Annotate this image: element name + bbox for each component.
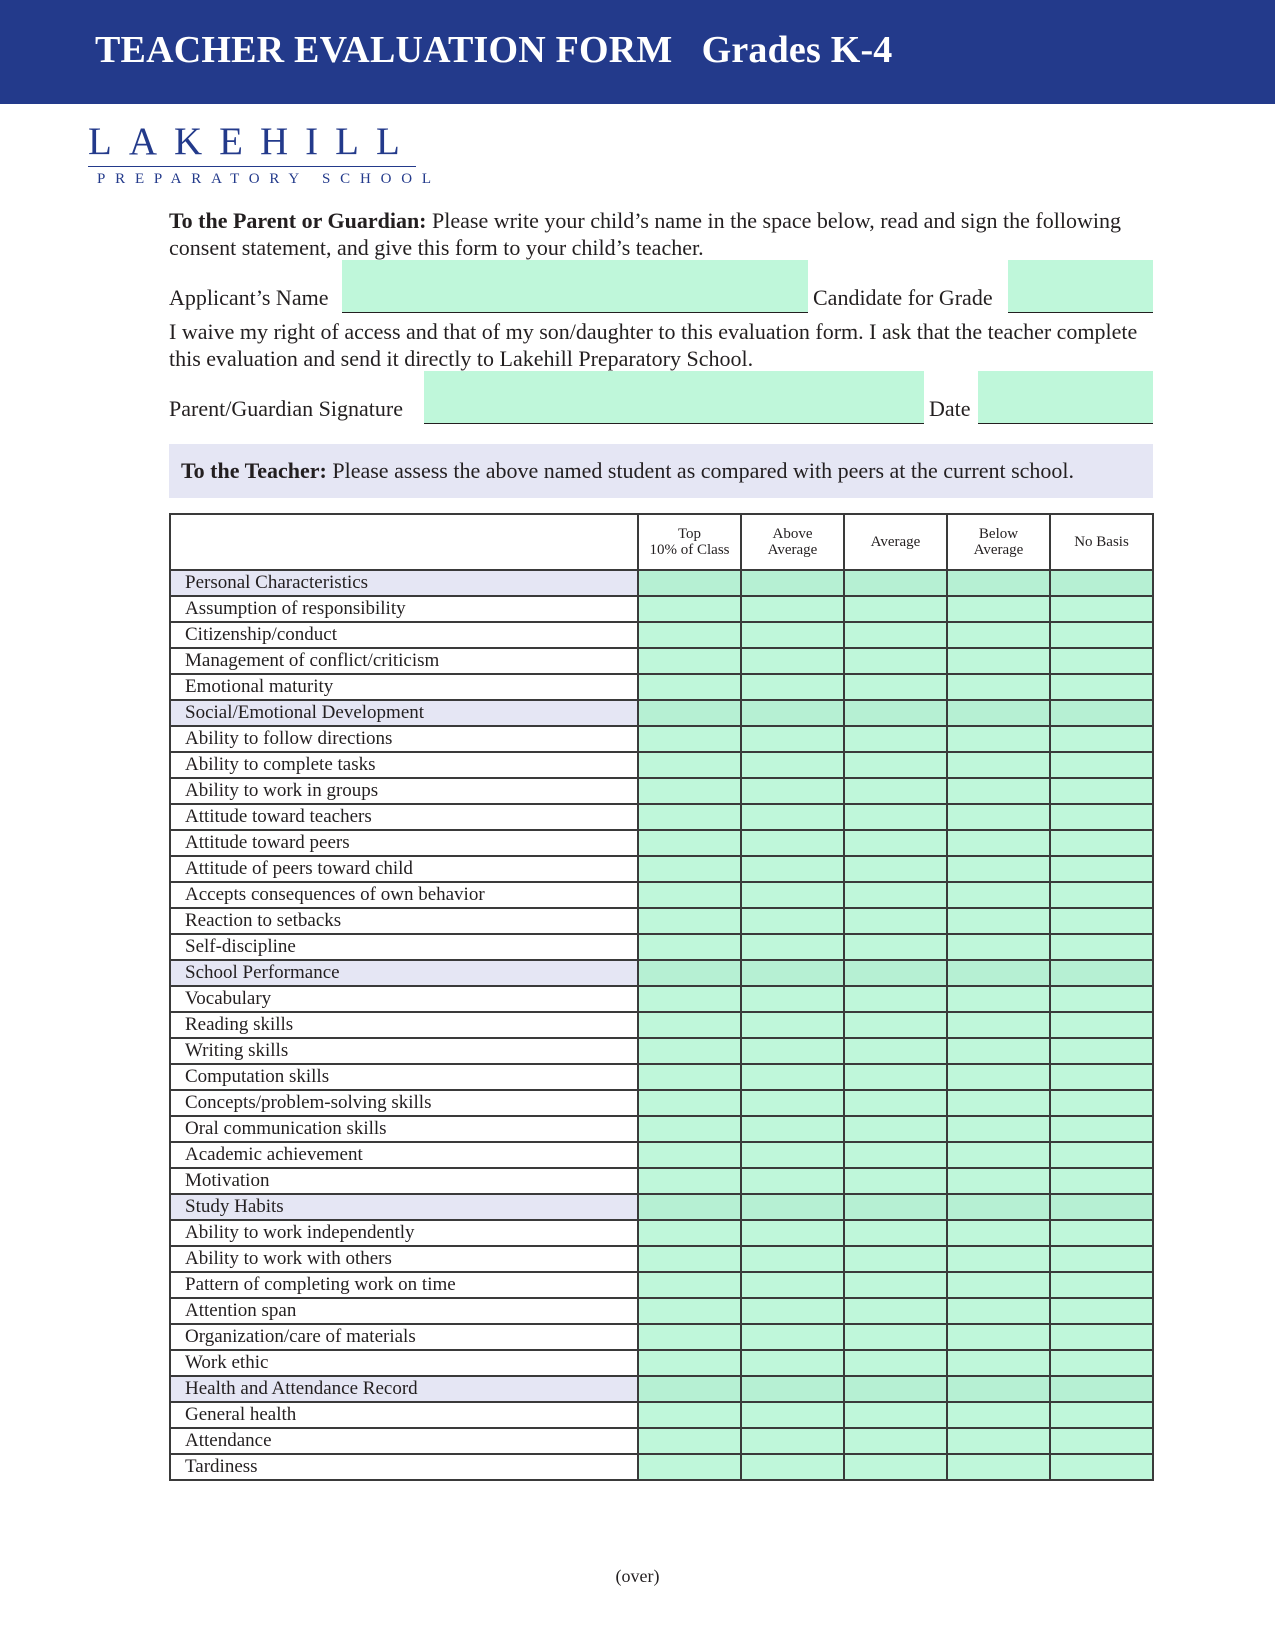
rating-cell[interactable]: [741, 1090, 844, 1116]
rating-cell[interactable]: [844, 830, 947, 856]
table-row: [170, 882, 1153, 908]
teacher-heading: To the Teacher:: [181, 458, 327, 483]
rating-cell: [638, 960, 741, 986]
rating-cell[interactable]: [844, 1090, 947, 1116]
table-row: [170, 1116, 1153, 1142]
table-row: [170, 804, 1153, 830]
rating-cell[interactable]: [741, 1246, 844, 1272]
signature-field[interactable]: [424, 371, 924, 424]
logo-subtitle: PREPARATORY SCHOOL: [97, 171, 441, 187]
rating-cell[interactable]: [947, 1090, 1050, 1116]
rating-cell[interactable]: [1050, 908, 1153, 934]
table-row: [170, 1454, 1153, 1480]
over-note: (over): [615, 1566, 660, 1586]
table-row: [170, 1038, 1153, 1064]
table-row: [170, 1298, 1153, 1324]
rating-cell: [947, 1194, 1050, 1220]
criterion-label: Ability to complete tasks: [170, 752, 638, 778]
criteria-header: [170, 514, 638, 570]
rating-cell[interactable]: [741, 674, 844, 700]
criterion-label: Attention span: [170, 1298, 638, 1324]
rating-cell[interactable]: [947, 882, 1050, 908]
parent-intro-text: Please write your child’s name in the space below, read and sign the following consent statement, and give this form to your child’s teacher.: [169, 208, 1121, 260]
column-header: [844, 514, 947, 570]
column-header-line2: Average: [973, 542, 1024, 558]
rating-cell[interactable]: [1050, 856, 1153, 882]
rating-cell[interactable]: [638, 648, 741, 674]
rating-cell[interactable]: [844, 1142, 947, 1168]
rating-cell: [1050, 960, 1153, 986]
criterion-label: Attitude of peers toward child: [170, 856, 638, 882]
criterion-label: Vocabulary: [170, 986, 638, 1012]
rating-cell[interactable]: [741, 1038, 844, 1064]
rating-cell[interactable]: [947, 622, 1050, 648]
rating-cell[interactable]: [947, 1012, 1050, 1038]
rating-cell[interactable]: [741, 1012, 844, 1038]
rating-cell: [1050, 570, 1153, 596]
rating-cell[interactable]: [844, 752, 947, 778]
rating-cell: [741, 570, 844, 596]
rating-cell[interactable]: [1050, 674, 1153, 700]
rating-cell[interactable]: [947, 1168, 1050, 1194]
rating-cell[interactable]: [638, 1402, 741, 1428]
table-header-row: [170, 514, 1153, 570]
section-row: [170, 700, 1153, 726]
rating-cell[interactable]: [741, 622, 844, 648]
section-label: School Performance: [170, 960, 638, 986]
rating-cell[interactable]: [638, 986, 741, 1012]
rating-cell[interactable]: [1050, 1324, 1153, 1350]
rating-cell[interactable]: [844, 1272, 947, 1298]
criterion-label: Pattern of completing work on time: [170, 1272, 638, 1298]
rating-cell: [741, 700, 844, 726]
rating-cell[interactable]: [638, 726, 741, 752]
rating-cell[interactable]: [741, 778, 844, 804]
rating-cell[interactable]: [947, 1428, 1050, 1454]
rating-cell[interactable]: [947, 752, 1050, 778]
table-row: [170, 1324, 1153, 1350]
criterion-label: Oral communication skills: [170, 1116, 638, 1142]
criterion-label: Accepts consequences of own behavior: [170, 882, 638, 908]
rating-cell[interactable]: [947, 856, 1050, 882]
rating-cell[interactable]: [947, 1246, 1050, 1272]
rating-cell[interactable]: [638, 1350, 741, 1376]
rating-cell[interactable]: [1050, 596, 1153, 622]
criterion-label: Assumption of responsibility: [170, 596, 638, 622]
table-row: [170, 986, 1153, 1012]
applicant-name-field[interactable]: [342, 260, 808, 313]
rating-cell[interactable]: [638, 1298, 741, 1324]
rating-cell[interactable]: [844, 986, 947, 1012]
rating-cell[interactable]: [638, 778, 741, 804]
rating-cell[interactable]: [947, 1454, 1050, 1480]
rating-cell: [1050, 700, 1153, 726]
section-row: [170, 1194, 1153, 1220]
section-label: Health and Attendance Record: [170, 1376, 638, 1402]
rating-cell: [947, 700, 1050, 726]
rating-cell[interactable]: [844, 1220, 947, 1246]
rating-cell[interactable]: [947, 804, 1050, 830]
rating-cell: [741, 1376, 844, 1402]
rating-cell[interactable]: [1050, 830, 1153, 856]
rating-cell[interactable]: [844, 1168, 947, 1194]
rating-cell[interactable]: [844, 934, 947, 960]
criterion-label: General health: [170, 1402, 638, 1428]
rating-cell: [638, 700, 741, 726]
rating-cell[interactable]: [1050, 1090, 1153, 1116]
criterion-label: Motivation: [170, 1168, 638, 1194]
rating-cell[interactable]: [638, 1324, 741, 1350]
table-row: [170, 674, 1153, 700]
rating-cell[interactable]: [638, 934, 741, 960]
rating-cell[interactable]: [844, 856, 947, 882]
rating-cell: [638, 1194, 741, 1220]
rating-cell[interactable]: [1050, 1402, 1153, 1428]
rating-cell[interactable]: [844, 674, 947, 700]
rating-cell[interactable]: [844, 1012, 947, 1038]
grade-field[interactable]: [1008, 260, 1153, 313]
rating-cell[interactable]: [844, 1298, 947, 1324]
waiver-statement: I waive my right of access and that of my son/daughter to this evaluation form. I ask that the teacher complete this evaluation and send it directly to Lakehill Preparatory School.: [169, 319, 1138, 371]
rating-cell[interactable]: [741, 1220, 844, 1246]
rating-cell[interactable]: [1050, 1038, 1153, 1064]
school-logo: [88, 120, 441, 188]
rating-cell[interactable]: [638, 1220, 741, 1246]
table-row: [170, 908, 1153, 934]
section-label: Personal Characteristics: [170, 570, 638, 596]
rating-cell[interactable]: [1050, 804, 1153, 830]
rating-cell[interactable]: [844, 882, 947, 908]
signature-label: Parent/Guardian Signature: [169, 396, 403, 421]
criterion-label: Self-discipline: [170, 934, 638, 960]
rating-cell[interactable]: [844, 1428, 947, 1454]
rating-cell[interactable]: [638, 1428, 741, 1454]
rating-cell[interactable]: [741, 1454, 844, 1480]
rating-cell: [741, 960, 844, 986]
rating-cell: [1050, 1376, 1153, 1402]
criterion-label: Attitude toward peers: [170, 830, 638, 856]
rating-cell[interactable]: [741, 1142, 844, 1168]
rating-cell[interactable]: [844, 1402, 947, 1428]
rating-cell[interactable]: [947, 1272, 1050, 1298]
criterion-label: Ability to work in groups: [170, 778, 638, 804]
table-row: [170, 1168, 1153, 1194]
section-label: Social/Emotional Development: [170, 700, 638, 726]
table-row: [170, 1402, 1153, 1428]
table-row: [170, 622, 1153, 648]
rating-cell[interactable]: [844, 778, 947, 804]
section-row: [170, 570, 1153, 596]
column-header: [741, 514, 844, 570]
rating-cell[interactable]: [741, 934, 844, 960]
rating-cell[interactable]: [741, 1116, 844, 1142]
rating-cell[interactable]: [741, 830, 844, 856]
rating-cell: [1050, 1194, 1153, 1220]
table-row: [170, 778, 1153, 804]
rating-cell[interactable]: [638, 1012, 741, 1038]
rating-cell[interactable]: [844, 1454, 947, 1480]
rating-cell[interactable]: [741, 1350, 844, 1376]
rating-cell[interactable]: [947, 596, 1050, 622]
grade-label: Candidate for Grade: [813, 285, 993, 310]
rating-cell[interactable]: [947, 1350, 1050, 1376]
rating-cell[interactable]: [741, 596, 844, 622]
rating-cell[interactable]: [638, 1142, 741, 1168]
rating-cell[interactable]: [638, 830, 741, 856]
rating-cell[interactable]: [1050, 778, 1153, 804]
rating-cell[interactable]: [638, 1272, 741, 1298]
rating-cell[interactable]: [1050, 1064, 1153, 1090]
rating-cell: [947, 570, 1050, 596]
rating-cell[interactable]: [1050, 1012, 1153, 1038]
rating-cell[interactable]: [947, 1038, 1050, 1064]
rating-cell[interactable]: [844, 1350, 947, 1376]
rating-cell[interactable]: [947, 908, 1050, 934]
table-row: [170, 934, 1153, 960]
rating-cell[interactable]: [638, 1116, 741, 1142]
rating-cell[interactable]: [947, 1324, 1050, 1350]
rating-cell: [947, 960, 1050, 986]
signature-row: [169, 394, 1159, 424]
criterion-label: Reaction to setbacks: [170, 908, 638, 934]
rating-cell[interactable]: [1050, 1350, 1153, 1376]
rating-cell: [638, 1376, 741, 1402]
rating-cell: [844, 960, 947, 986]
rating-cell[interactable]: [1050, 1142, 1153, 1168]
rating-cell[interactable]: [741, 1272, 844, 1298]
criterion-label: Concepts/problem-solving skills: [170, 1090, 638, 1116]
date-label: Date: [929, 396, 971, 421]
rating-cell[interactable]: [947, 1064, 1050, 1090]
rating-cell[interactable]: [741, 752, 844, 778]
rating-cell[interactable]: [947, 674, 1050, 700]
parent-intro-heading: To the Parent or Guardian:: [169, 208, 427, 233]
table-row: [170, 648, 1153, 674]
rating-cell[interactable]: [741, 882, 844, 908]
rating-cell[interactable]: [844, 1038, 947, 1064]
parent-intro: [169, 207, 1159, 261]
rating-cell[interactable]: [1050, 622, 1153, 648]
logo-name: LAKEHILL: [88, 120, 417, 163]
criterion-label: Ability to follow directions: [170, 726, 638, 752]
rating-cell[interactable]: [741, 856, 844, 882]
table-row: [170, 1142, 1153, 1168]
rating-cell[interactable]: [638, 752, 741, 778]
applicant-row: [169, 283, 1159, 313]
form-title: TEACHER EVALUATION FORM Grades K-4: [95, 29, 893, 71]
column-header-line1: Top: [677, 526, 702, 542]
column-header: [947, 514, 1050, 570]
rating-cell[interactable]: [638, 1246, 741, 1272]
rating-cell[interactable]: [1050, 934, 1153, 960]
applicant-label: Applicant’s Name: [169, 285, 329, 310]
rating-cell[interactable]: [947, 1116, 1050, 1142]
rating-cell[interactable]: [947, 648, 1050, 674]
rating-cell[interactable]: [844, 1246, 947, 1272]
rating-cell[interactable]: [1050, 648, 1153, 674]
rating-cell[interactable]: [947, 986, 1050, 1012]
rating-cell[interactable]: [741, 726, 844, 752]
rating-cell[interactable]: [947, 1298, 1050, 1324]
column-header-line2: 10% of Class: [649, 542, 730, 558]
header-bar: [0, 0, 1275, 104]
table-row: [170, 1350, 1153, 1376]
rating-cell[interactable]: [1050, 1272, 1153, 1298]
rating-cell[interactable]: [741, 908, 844, 934]
rating-cell[interactable]: [947, 1142, 1050, 1168]
table-row: [170, 1272, 1153, 1298]
rating-cell: [844, 1194, 947, 1220]
teacher-instructions-text: [181, 458, 1074, 484]
rating-cell[interactable]: [844, 1064, 947, 1090]
column-header: [638, 514, 741, 570]
column-header: [1050, 514, 1153, 570]
rating-cell[interactable]: [638, 882, 741, 908]
rating-cell[interactable]: [1050, 1246, 1153, 1272]
criterion-label: Work ethic: [170, 1350, 638, 1376]
column-header-line1: Below: [978, 526, 1019, 542]
criterion-label: Attendance: [170, 1428, 638, 1454]
rating-cell[interactable]: [1050, 882, 1153, 908]
rating-cell[interactable]: [741, 1168, 844, 1194]
logo-divider: [88, 166, 416, 167]
rating-cell[interactable]: [741, 986, 844, 1012]
rating-cell[interactable]: [844, 1116, 947, 1142]
rating-cell[interactable]: [1050, 726, 1153, 752]
column-header-line1: Average: [870, 534, 921, 550]
rating-cell[interactable]: [638, 1038, 741, 1064]
section-label: Study Habits: [170, 1194, 638, 1220]
rating-cell[interactable]: [741, 1298, 844, 1324]
rating-cell[interactable]: [947, 830, 1050, 856]
evaluation-table: [169, 513, 1154, 1481]
table-row: [170, 856, 1153, 882]
criterion-label: Writing skills: [170, 1038, 638, 1064]
rating-cell[interactable]: [947, 778, 1050, 804]
rating-cell[interactable]: [1050, 1116, 1153, 1142]
column-header-line2: Average: [767, 542, 818, 558]
table-row: [170, 752, 1153, 778]
rating-cell[interactable]: [741, 1402, 844, 1428]
rating-cell[interactable]: [741, 648, 844, 674]
rating-cell[interactable]: [638, 856, 741, 882]
column-header-line1: Above: [772, 526, 813, 542]
rating-cell[interactable]: [638, 1064, 741, 1090]
criterion-label: Reading skills: [170, 1012, 638, 1038]
rating-cell: [844, 1376, 947, 1402]
table-row: [170, 830, 1153, 856]
rating-cell: [947, 1376, 1050, 1402]
rating-cell[interactable]: [638, 622, 741, 648]
criterion-label: Attitude toward teachers: [170, 804, 638, 830]
table-row: [170, 1220, 1153, 1246]
rating-cell[interactable]: [741, 1324, 844, 1350]
table-row: [170, 1090, 1153, 1116]
rating-cell[interactable]: [844, 1324, 947, 1350]
criterion-label: Organization/care of materials: [170, 1324, 638, 1350]
teacher-text: Please assess the above named student as compared with peers at the current school.: [326, 458, 1075, 483]
rating-cell: [638, 570, 741, 596]
criterion-label: Citizenship/conduct: [170, 622, 638, 648]
rating-cell[interactable]: [844, 648, 947, 674]
rating-cell[interactable]: [638, 908, 741, 934]
criterion-label: Ability to work with others: [170, 1246, 638, 1272]
rating-cell[interactable]: [1050, 1298, 1153, 1324]
table-row: [170, 1246, 1153, 1272]
rating-cell[interactable]: [1050, 752, 1153, 778]
criterion-label: Tardiness: [170, 1454, 638, 1480]
rating-cell: [844, 700, 947, 726]
teacher-instructions: [169, 444, 1153, 498]
rating-cell[interactable]: [947, 934, 1050, 960]
rating-cell[interactable]: [638, 804, 741, 830]
rating-cell[interactable]: [638, 674, 741, 700]
column-header-line1: No Basis: [1074, 534, 1129, 550]
rating-cell[interactable]: [1050, 1428, 1153, 1454]
section-row: [170, 1376, 1153, 1402]
rating-cell: [741, 1194, 844, 1220]
rating-cell[interactable]: [638, 1168, 741, 1194]
rating-cell[interactable]: [844, 804, 947, 830]
section-row: [170, 960, 1153, 986]
rating-cell[interactable]: [947, 1402, 1050, 1428]
rating-cell[interactable]: [844, 596, 947, 622]
rating-cell[interactable]: [741, 804, 844, 830]
rating-cell[interactable]: [1050, 1220, 1153, 1246]
table-row: [170, 1012, 1153, 1038]
criterion-label: Academic achievement: [170, 1142, 638, 1168]
rating-cell: [844, 570, 947, 596]
rating-cell[interactable]: [844, 622, 947, 648]
table-row: [170, 596, 1153, 622]
rating-cell[interactable]: [741, 1064, 844, 1090]
rating-cell[interactable]: [638, 596, 741, 622]
table-row: [170, 1428, 1153, 1454]
rating-cell[interactable]: [947, 1220, 1050, 1246]
rating-cell[interactable]: [1050, 1454, 1153, 1480]
rating-cell[interactable]: [741, 1428, 844, 1454]
rating-cell[interactable]: [844, 726, 947, 752]
table-row: [170, 1064, 1153, 1090]
rating-cell[interactable]: [638, 1090, 741, 1116]
criterion-label: Ability to work independently: [170, 1220, 638, 1246]
rating-cell[interactable]: [638, 1454, 741, 1480]
rating-cell[interactable]: [1050, 1168, 1153, 1194]
table-row: [170, 726, 1153, 752]
rating-cell[interactable]: [947, 726, 1050, 752]
criterion-label: Computation skills: [170, 1064, 638, 1090]
rating-cell[interactable]: [1050, 986, 1153, 1012]
criterion-label: Emotional maturity: [170, 674, 638, 700]
criterion-label: Management of conflict/criticism: [170, 648, 638, 674]
rating-cell[interactable]: [844, 908, 947, 934]
date-field[interactable]: [978, 371, 1153, 424]
